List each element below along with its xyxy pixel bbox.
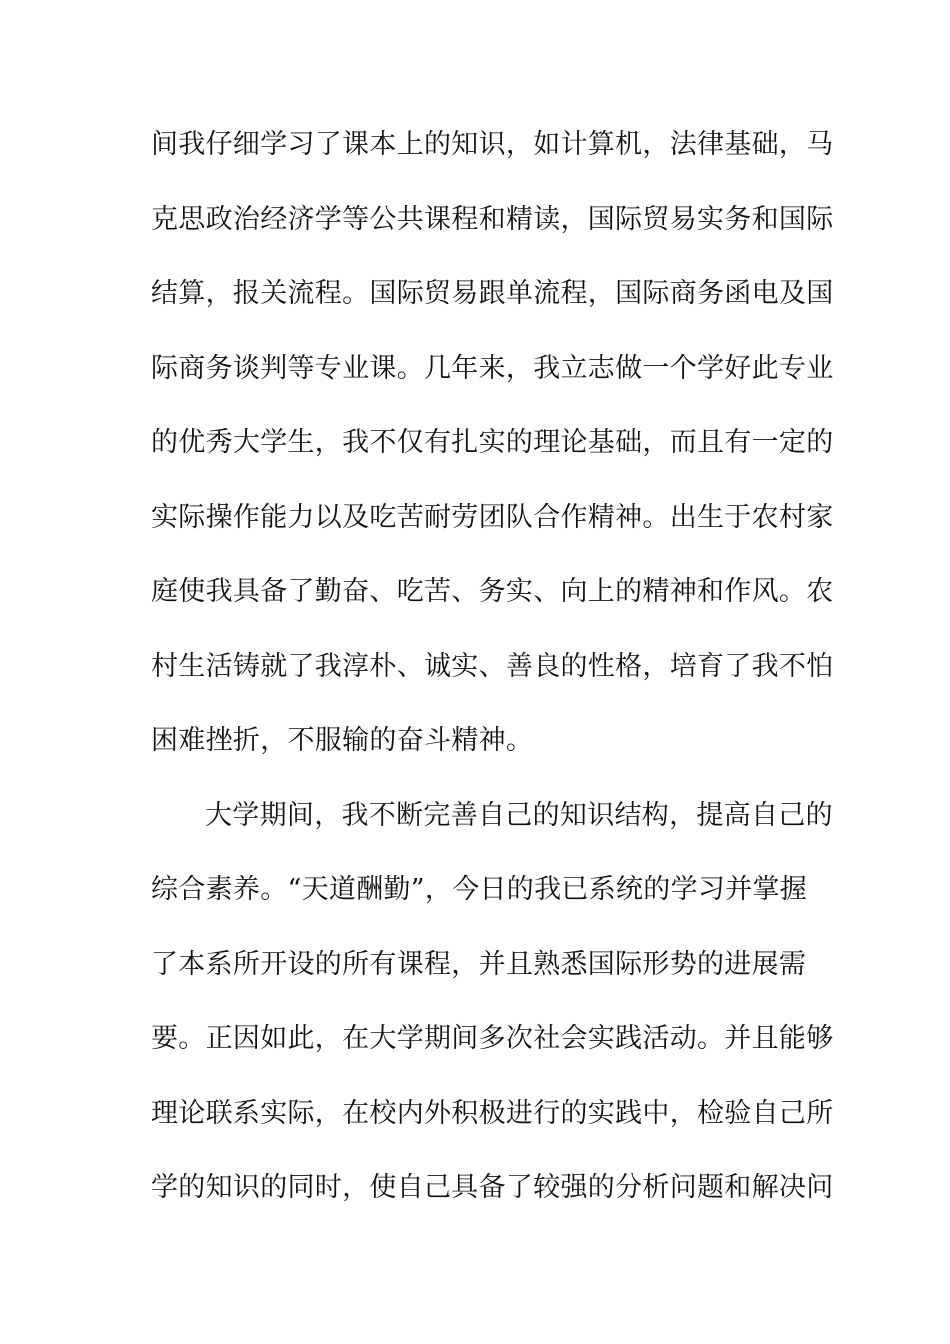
text-line: 结算，报关流程。国际贸易跟单流程，国际商务函电及国 [151,278,834,309]
text-line: 间我仔细学习了课本上的知识，如计算机，法律基础，马 [151,129,834,160]
text-line: 要。正因如此，在大学期间多次社会实践活动。并且能够 [151,1023,834,1054]
paragraph-start-line: 大学期间，我不断完善自己的知识结构，提高自己的 [205,799,833,831]
text-line: 困难挫折，不服输的奋斗精神。 [151,725,534,756]
text-line: 际商务谈判等专业课。几年来，我立志做一个学好此专业 [151,352,834,384]
text-line: 了本系所开设的所有课程，并且熟悉国际形势的进展需 [151,948,807,980]
text-line: 理论联系实际，在校内外积极进行的实践中，检验自己所 [151,1097,834,1129]
text-line: 综合素养。“天道酬勤”，今日的我已系统的学习并掌握 [151,874,808,905]
text-line: 村生活铸就了我淳朴、诚实、善良的性格，培育了我不怕 [151,650,834,682]
document-body [151,108,834,1226]
text-line: 庭使我具备了勤奋、吃苦、务实、向上的精神和作风。农 [151,576,834,607]
text-line: 克思政治经济学等公共课程和精读，国际贸易实务和国际 [151,203,834,235]
text-line: 实际操作能力以及吃苦耐劳团队合作精神。出生于农村家 [151,501,834,533]
text-line: 学的知识的同时，使自己具备了较强的分析问题和解决问 [151,1172,834,1203]
text-line: 的优秀大学生，我不仅有扎实的理论基础，而且有一定的 [151,427,834,458]
